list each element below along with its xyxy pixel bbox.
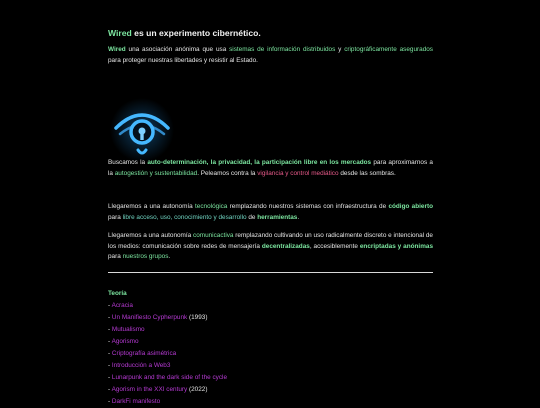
main-content xyxy=(108,27,434,405)
p4-text: remplazando cultivando un uso radicalmente discreto e intencional de los medios: comunicación sobre redes de mensajería xyxy=(108,232,433,250)
p3-text: de xyxy=(246,213,258,221)
self-determination-paragraph xyxy=(108,158,433,179)
list-item xyxy=(108,384,433,396)
link-communicative[interactable]: comunicactiva xyxy=(193,232,234,239)
intro-text: una asociación anónima que usa xyxy=(125,46,230,53)
theory-link[interactable]: Agorism in the XXI century xyxy=(111,386,188,393)
year: (2022) xyxy=(187,386,208,393)
bullet: - xyxy=(108,362,112,369)
p2-text: . Peleamos contra la xyxy=(197,169,258,177)
p4-text: para xyxy=(108,253,123,261)
theory-link[interactable]: Mutualismo xyxy=(111,326,145,333)
list-item xyxy=(108,312,433,324)
bullet: - xyxy=(108,374,112,381)
p2-text: para aproximarnos a la xyxy=(108,159,433,177)
p4-text: Llegaremos a una autonomía xyxy=(108,232,193,239)
bullet: - xyxy=(108,386,112,393)
p3-text: Llegaremos a una autonomía xyxy=(108,203,196,210)
p3-text: remplazando nuestros sistemas con infraestructura de xyxy=(227,203,389,210)
bullet: - xyxy=(108,398,112,405)
intro-text: para proteger nuestras libertades y resistir al Estado. xyxy=(108,56,258,64)
list-item xyxy=(108,372,433,384)
intro-brand: Wired xyxy=(108,46,126,53)
link-cryptography[interactable]: criptográficamente asegurados xyxy=(344,46,433,53)
p2-text: desde las sombras. xyxy=(338,169,396,177)
highlight-encrypted-anonymous: encriptadas y anónimas xyxy=(359,242,434,250)
theory-link[interactable]: Lunarpunk and the dark side of the cycle xyxy=(111,374,228,381)
year: (1993) xyxy=(187,314,208,321)
link-technological[interactable]: tecnológica xyxy=(195,203,228,210)
theory-section xyxy=(108,288,433,408)
theory-list xyxy=(108,300,433,408)
link-our-groups[interactable]: nuestros grupos xyxy=(122,253,169,261)
highlight-tools: herramientas xyxy=(257,213,298,221)
list-item xyxy=(108,360,433,372)
bullet: - xyxy=(108,338,112,345)
eye-keyhole-icon xyxy=(108,84,178,164)
link-self-management[interactable]: autogestión y sustentabilidad xyxy=(114,169,198,177)
highlight-open-source: código abierto xyxy=(388,203,433,210)
brand-name: Wired xyxy=(108,28,132,38)
theory-link[interactable]: Un Manifiesto Cypherpunk xyxy=(111,314,188,321)
theory-heading: Teoría xyxy=(108,290,127,297)
p3-text: para xyxy=(108,213,123,221)
intro-paragraph xyxy=(108,45,433,66)
list-item xyxy=(108,336,433,348)
bullet: - xyxy=(108,302,112,309)
link-distributed-systems[interactable]: sistemas de información distribuidos xyxy=(229,46,336,53)
tech-autonomy-paragraph xyxy=(108,202,433,223)
page-title-text: es un experimento cibernético. xyxy=(131,28,261,38)
p3-text: . xyxy=(297,213,300,221)
divider xyxy=(108,272,433,273)
comm-autonomy-paragraph xyxy=(108,231,433,263)
list-item xyxy=(108,324,433,336)
bullet: - xyxy=(108,314,112,321)
list-item xyxy=(108,348,433,360)
theory-link[interactable]: Criptografía asimétrica xyxy=(111,350,177,357)
link-surveillance[interactable]: vigilancia y control mediático xyxy=(257,169,339,177)
p4-text: . xyxy=(168,253,171,261)
bullet: - xyxy=(108,326,112,333)
theory-link[interactable]: Introducción a Web3 xyxy=(111,362,171,369)
list-item xyxy=(108,396,433,408)
page-title xyxy=(108,27,433,39)
link-free-access[interactable]: libre acceso, uso, conocimiento y desarrollo xyxy=(122,213,247,221)
p4-text: , accesiblemente xyxy=(309,242,360,250)
highlight-decentralized: decentralizadas xyxy=(261,242,310,250)
theory-link[interactable]: Agorismo xyxy=(111,338,139,345)
theory-link[interactable]: DarkFi manifesto xyxy=(111,398,161,405)
theory-link[interactable]: Acracia xyxy=(111,302,133,309)
p2-text: Buscamos la xyxy=(108,159,148,166)
highlight-self-determination: auto-determinación, la privacidad, la participación libre en los mercados xyxy=(147,159,372,166)
bullet: - xyxy=(108,350,112,357)
intro-text: y xyxy=(335,46,345,53)
list-item xyxy=(108,300,433,312)
